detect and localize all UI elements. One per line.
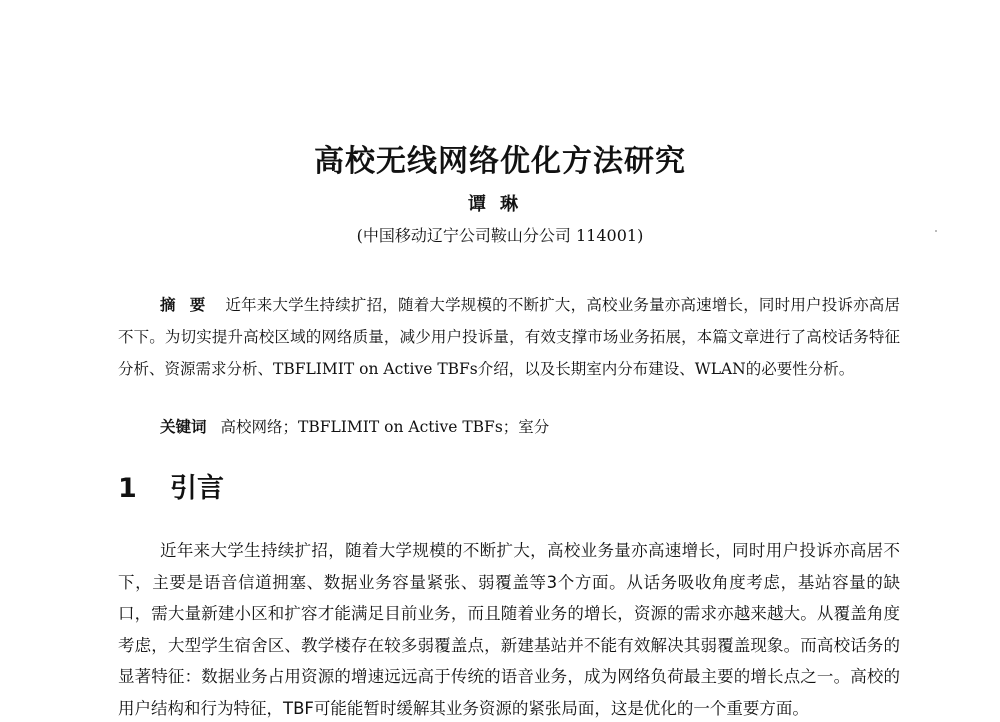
section-title: 引言 (170, 473, 224, 504)
author-affiliation: (中国移动辽宁公司鞍山分公司 114001) (356, 226, 644, 245)
abstract (118, 289, 900, 385)
paper-title: 高校无线网络优化方法研究 (314, 144, 686, 179)
body-paragraph: 近年来大学生持续扩招，随着大学规模的不断扩大，高校业务量亦高速增长，同时用户投诉亦高居不下，主要是语音信道拥塞、数据业务容量紧张、弱覆盖等3个方面。从话务吸收角度考虑，基站容量的缺口，需大量新建小区和扩容才能满足目前业务，而且随着业务的增长，资源的需求亦越来越大。从覆盖角度考虑，大型学生宿舍区、教学楼存在较多弱覆盖点，新建基站并不能有效解决其弱覆盖现象。而高校话务的显著特征：数据业务占用资源的增速远远高于传统的语音业务，成为网络负荷最主要的增长点之一。高校的用户结构和行为特征，TBF可能能暂时缓解其业务资源的紧张局面，这是优化的一个重要方面。 (118, 541, 900, 718)
keywords-label: 关键词 (160, 418, 207, 436)
abstract-text: 近年来大学生持续扩招，随着大学规模的不断扩大，高校业务量亦高速增长，同时用户投诉亦高居不下。为切实提升高校区域的网络质量，减少用户投诉量，有效支撑市场业务拓展，本篇文章进行了高校话务特征分析、资源需求分析、TBFLIMIT on Active TBFs介绍，以及长期室内分布建设、WLAN的必要性分析。 (118, 296, 900, 378)
section-heading-introduction (118, 470, 224, 508)
abstract-label: 摘要 (160, 296, 220, 314)
scan-speck (935, 230, 937, 232)
keywords (160, 412, 900, 442)
section-number: 1 (118, 473, 137, 504)
keywords-text: 高校网络；TBFLIMIT on Active TBFs；室分 (220, 418, 550, 436)
author-name: 谭琳 (468, 194, 532, 215)
